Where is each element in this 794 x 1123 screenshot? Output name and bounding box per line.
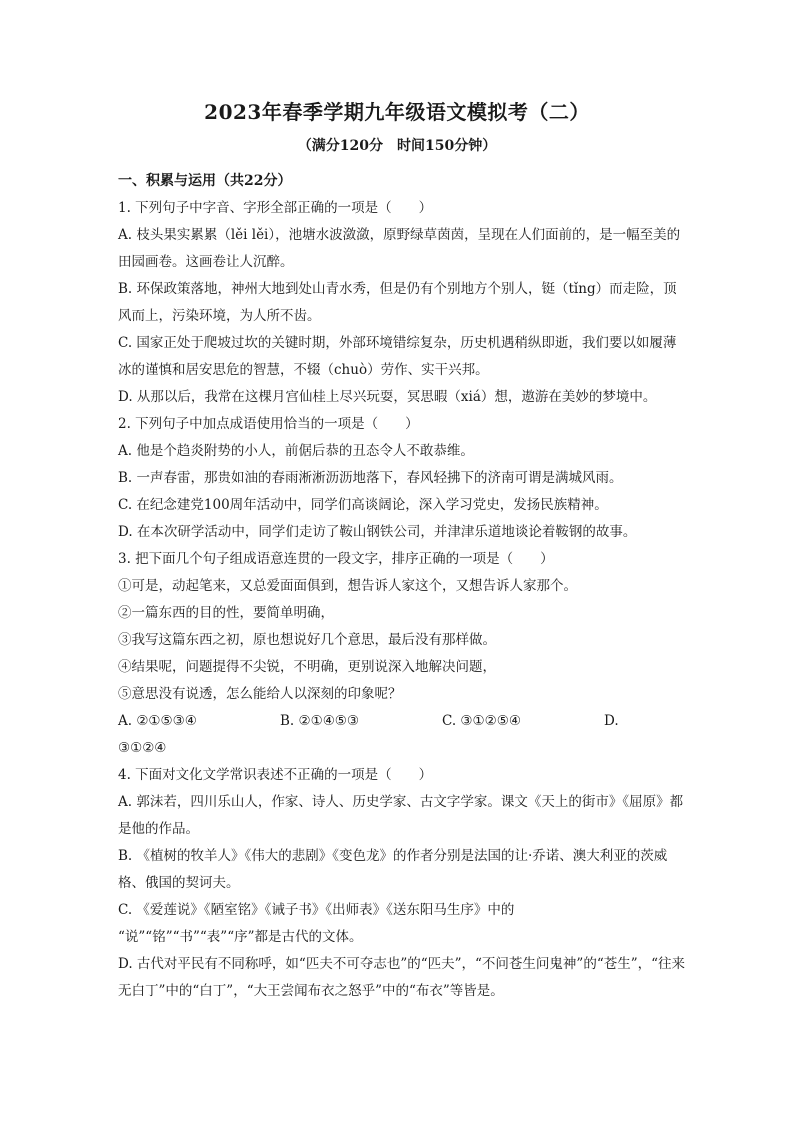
question-3-sentence-1: ①可是，动起笔来，又总爱面面俱到，想告诉人家这个，又想告诉人家那个。	[118, 578, 577, 594]
question-3-option-a: A. ②①⑤③④	[118, 713, 197, 729]
section-heading: 一、积累与运用（共22分）	[118, 173, 292, 189]
question-1-option-d: D. 从那以后，我常在这棵月宫仙桂上尽兴玩耍，冥思暇（xiá）想，遨游在美妙的梦境中。	[118, 389, 657, 405]
question-3-stem: 3. 把下面几个句子组成语意连贯的一段文字，排序正确的一项是（ ）	[118, 551, 554, 567]
page-subtitle: （满分120分 时间150分钟）	[297, 138, 497, 154]
page-title: 2023年春季学期九年级语文模拟考（二）	[204, 100, 590, 124]
question-3-sentence-5: ⑤意思没有说透，怎么能给人以深刻的印象呢？	[118, 686, 402, 702]
question-4-stem: 4. 下面对文化文学常识表述不正确的一项是（ ）	[118, 767, 433, 783]
question-3-option-c: C. ③①②⑤④	[442, 713, 521, 729]
question-1-stem: 1. 下列句子中字音、字形全部正确的一项是（ ）	[118, 200, 433, 216]
question-3-option-d-label: D.	[604, 713, 619, 729]
question-3-option-b: B. ②①④⑤③	[280, 713, 360, 729]
question-3-sentence-2: ②一篇东西的目的性，要简单明确，	[118, 605, 334, 621]
question-2-option-a: A. 他是个趋炎附势的小人，前倨后恭的丑态令人不敢恭维。	[118, 443, 474, 459]
question-3-option-d-value: ③①②④	[118, 740, 167, 756]
question-2-option-d: D. 在本次研学活动中，同学们走访了鞍山钢铁公司，并津津乐道地谈论着鞍钢的故事。	[118, 524, 637, 540]
question-4-option-c-line2: “说”“铭”“书”“表”“序”都是古代的文体。	[118, 929, 363, 945]
question-1-option-a: A. 枝头果实累累（lěi lěi），池塘水波潋潋，原野绿草茵茵，呈现在人们面前的，是一幅至美的田园画卷。这画卷让人沉醉。	[118, 227, 681, 270]
question-1-option-c: C. 国家正处于爬坡过坎的关键时期，外部环境错综复杂，历史机遇稍纵即逝，我们要以如履薄冰的谨慎和居安思危的智慧，不辍（chuò）劳作、实干兴邦。	[118, 335, 677, 378]
question-4-option-d: D. 古代对平民有不同称呼，如“匹夫不可夺志也”的“匹夫”，“不问苍生问鬼神”的“苍生”，“往来无白丁”中的“白丁”，“大王尝闻布衣之怒乎”中的“布衣”等皆是。	[118, 956, 686, 999]
question-3-sentence-3: ③我写这篇东西之初，原也想说好几个意思，最后没有那样做。	[118, 632, 496, 648]
question-2-option-c: C. 在纪念建党100周年活动中，同学们高谈阔论，深入学习党史，发扬民族精神。	[118, 497, 608, 513]
question-4-option-b: B. 《植树的牧羊人》《伟大的悲剧》《变色龙》的作者分别是法国的让·乔诺、澳大利亚的茨威格、俄国的契诃夫。	[118, 848, 668, 891]
question-3-options	[118, 708, 688, 735]
exam-content	[118, 168, 688, 1005]
question-2-option-b: B. 一声春雷，那贵如油的春雨淅淅沥沥地落下，春风轻拂下的济南可谓是满城风雨。	[118, 470, 623, 486]
question-4-option-c-line1: C. 《爱莲说》《陋室铭》《诫子书》《出师表》《送东阳马生序》中的	[118, 902, 515, 918]
question-2-stem: 2. 下列句子中加点成语使用恰当的一项是（ ）	[118, 416, 419, 432]
question-3-sentence-4: ④结果呢，问题提得不尖锐，不明确，更别说深入地解决问题，	[118, 659, 496, 675]
question-4-option-a: A. 郭沫若，四川乐山人，作家、诗人、历史学家、古文字学家。课文《天上的街市》《屈原》都是他的作品。	[118, 794, 684, 837]
question-1-option-b: B. 环保政策落地，神州大地到处山青水秀，但是仍有个别地方个别人，铤（tǐng）而走险，顶风而上，污染环境，为人所不齿。	[118, 281, 677, 324]
